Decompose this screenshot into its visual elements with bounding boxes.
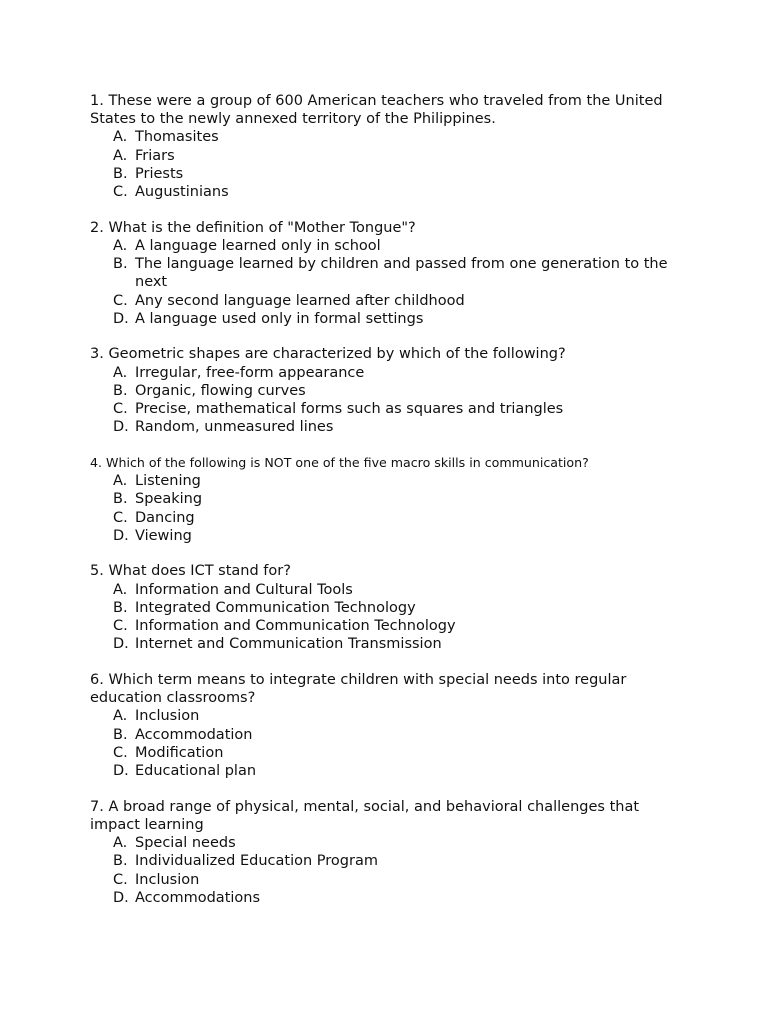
option-item [113, 165, 690, 183]
option-letter: A. [113, 581, 128, 598]
question-stem: 2. What is the definition of "Mother Tongue"? [90, 219, 416, 236]
option-text: The language learned by children and passed from one generation to the next [135, 256, 668, 291]
option-letter: C. [113, 618, 128, 635]
option-letter: D. [113, 889, 129, 906]
option-item [113, 889, 690, 907]
option-item [113, 509, 690, 527]
question-6 [90, 671, 690, 780]
option-letter: A. [113, 364, 128, 381]
option-text: Dancing [135, 509, 195, 526]
question-stem: 4. Which of the following is NOT one of the five macro skills in communication? [90, 454, 589, 470]
option-item [113, 490, 690, 508]
option-text: Friars [135, 147, 175, 164]
option-item [113, 237, 690, 255]
option-item [113, 364, 690, 382]
option-item [113, 128, 690, 146]
option-item [113, 834, 690, 852]
option-letter: D. [113, 527, 129, 544]
option-letter: B. [113, 256, 128, 273]
option-letter: C. [113, 509, 128, 526]
question-4 [90, 454, 690, 545]
option-list [90, 128, 690, 201]
option-item [113, 255, 690, 291]
option-letter: A. [113, 237, 128, 254]
option-letter: C. [113, 871, 128, 888]
option-text: Augustinians [135, 184, 229, 201]
option-letter: B. [113, 491, 128, 508]
option-letter: B. [113, 382, 128, 399]
option-item [113, 852, 690, 870]
option-letter: A. [113, 147, 128, 164]
option-text: Individualized Education Program [135, 853, 378, 870]
option-text: A language used only in formal settings [135, 310, 424, 327]
question-stem: 5. What does ICT stand for? [90, 563, 291, 580]
question-stem: 3. Geometric shapes are characterized by which of the following? [90, 346, 566, 363]
option-text: Random, unmeasured lines [135, 419, 334, 436]
option-item [113, 400, 690, 418]
option-item [113, 472, 690, 490]
option-item [113, 617, 690, 635]
option-text: A language learned only in school [135, 237, 381, 254]
question-7 [90, 798, 690, 907]
option-item [113, 581, 690, 599]
option-text: Listening [135, 473, 201, 490]
question-2 [90, 219, 690, 328]
option-letter: C. [113, 292, 128, 309]
option-letter: A. [113, 835, 128, 852]
option-text: Organic, flowing curves [135, 382, 306, 399]
option-text: Educational plan [135, 763, 257, 779]
option-letter: A. [113, 129, 128, 146]
option-item [113, 871, 690, 889]
option-item [113, 310, 690, 328]
option-text: Any second language learned after childhood [135, 292, 465, 309]
option-item [113, 183, 690, 201]
option-list [90, 834, 690, 907]
option-item [113, 726, 690, 744]
question-stem: 7. A broad range of physical, mental, social, and behavioral challenges that impact learning [90, 798, 640, 833]
option-letter: D. [113, 419, 129, 436]
question-3 [90, 345, 690, 436]
option-letter: D. [113, 763, 129, 779]
option-text: Inclusion [135, 708, 200, 725]
option-text: Inclusion [135, 871, 200, 888]
option-letter: B. [113, 726, 128, 743]
option-item [113, 147, 690, 165]
option-text: Information and Cultural Tools [135, 581, 353, 598]
option-item [113, 418, 690, 436]
option-list [90, 707, 690, 780]
question-1 [90, 92, 690, 201]
question-stem: 6. Which term means to integrate children with special needs into regular education classrooms? [90, 671, 627, 707]
option-text: Accommodation [135, 726, 253, 743]
question-5 [90, 562, 690, 653]
option-letter: C. [113, 401, 128, 418]
option-text: Information and Communication Technology [135, 618, 456, 635]
option-text: Priests [135, 165, 184, 182]
option-item [113, 762, 690, 780]
option-letter: C. [113, 744, 128, 761]
option-item [113, 707, 690, 725]
option-item [113, 635, 690, 653]
option-letter: B. [113, 165, 128, 182]
question-stem: 1. These were a group of 600 American teachers who traveled from the United States to the newly annexed territory of the Philippines. [90, 93, 663, 128]
option-text: Precise, mathematical forms such as squares and triangles [135, 401, 564, 418]
questionnaire [90, 92, 690, 924]
option-text: Internet and Communication Transmission [135, 636, 442, 653]
option-letter: C. [113, 184, 128, 201]
option-letter: B. [113, 853, 128, 870]
option-item [113, 382, 690, 400]
option-letter: D. [113, 310, 129, 327]
option-list [90, 237, 690, 328]
option-item [113, 599, 690, 617]
option-letter: A. [113, 473, 128, 490]
option-list [90, 581, 690, 654]
option-text: Special needs [135, 835, 236, 852]
option-item [113, 292, 690, 310]
option-text: Irregular, free-form appearance [135, 364, 365, 381]
option-item [113, 527, 690, 545]
option-list [90, 364, 690, 437]
option-letter: A. [113, 708, 128, 725]
option-text: Viewing [135, 527, 192, 544]
option-item [113, 744, 690, 762]
option-text: Integrated Communication Technology [135, 599, 416, 616]
option-letter: D. [113, 636, 129, 653]
option-text: Accommodations [135, 889, 261, 906]
option-text: Thomasites [135, 129, 219, 146]
option-text: Modification [135, 744, 224, 761]
option-list [90, 472, 690, 545]
option-letter: B. [113, 599, 128, 616]
option-text: Speaking [135, 491, 203, 508]
